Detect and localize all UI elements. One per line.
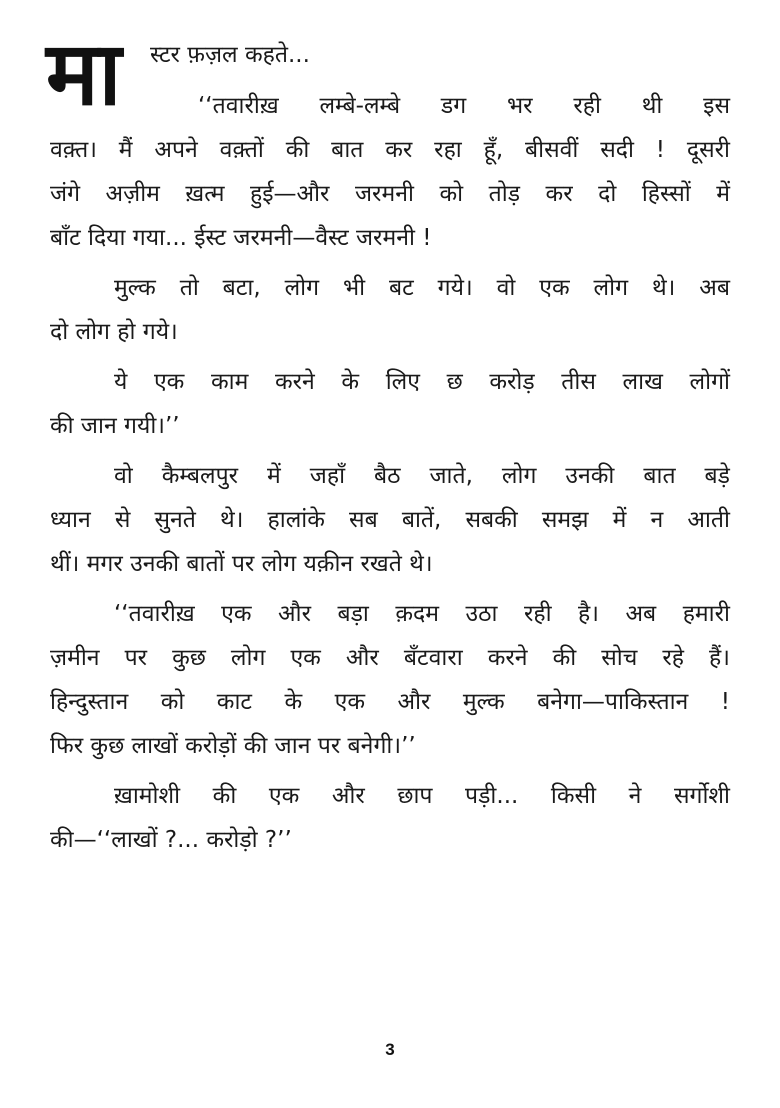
- paragraph: [50, 360, 730, 448]
- paragraph: [50, 266, 730, 354]
- text-line: थीं। मगर उनकी बातों पर लोग यक़ीन रखते थे।: [50, 551, 433, 577]
- text-line: बाँट दिया गया... ईस्ट जरमनी—वैस्ट जरमनी !: [50, 225, 432, 251]
- text-line: वक़्त। मैं अपने वक़्तों की बात कर रहा हूँ, बीसवीं सदी ! दूसरी: [50, 137, 730, 163]
- chapter-opening: [46, 22, 730, 128]
- page-body: [46, 22, 730, 862]
- text-line: ख़ामोशी की एक और छाप पड़ी... किसी ने सर्गोशी: [114, 783, 730, 809]
- text-line: ज़मीन पर कुछ लोग एक और बँटवारा करने की सोच रहे हैं।: [50, 645, 730, 671]
- paragraph: [50, 592, 730, 768]
- opening-heading: स्टर फ़ज़ल कहते...: [150, 42, 310, 68]
- text-line: हिन्दुस्तान को काट के एक और मुल्क बनेगा—पाकिस्तान !: [50, 689, 730, 715]
- paragraph: [50, 774, 730, 862]
- text-line: जंगे अज़ीम ख़त्म हुई—और जरमनी को तोड़ कर दो हिस्सों में: [50, 181, 730, 207]
- text-line: ये एक काम करने के लिए छ करोड़ तीस लाख लोगों: [114, 369, 730, 395]
- opening-first-line: ‘‘तवारीख़ लम्बे-लम्बे डग भर रही थी इस: [198, 93, 730, 119]
- page-number: 3: [385, 1040, 395, 1059]
- text-line: की जान गयी।’’: [50, 413, 180, 439]
- text-line: वो कैम्बलपुर में जहाँ बैठ जाते, लोग उनकी बात बड़े: [114, 463, 730, 489]
- text-line: फिर कुछ लाखों करोड़ों की जान पर बनेगी।’’: [50, 733, 416, 759]
- text-line: ध्यान से सुनते थे। हालांके सब बातें, सबकी समझ में न आती: [50, 507, 730, 533]
- text-line: की—‘‘लाखों ?... करोड़ो ?’’: [50, 827, 292, 853]
- drop-cap: मा: [46, 22, 118, 125]
- paragraph: [50, 454, 730, 586]
- text-line: दो लोग हो गये।: [50, 319, 178, 345]
- paragraph: [50, 128, 730, 260]
- text-line: ‘‘तवारीख़ एक और बड़ा क़दम उठा रही है। अब हमारी: [114, 601, 730, 627]
- text-line: मुल्क तो बटा, लोग भी बट गये। वो एक लोग थे। अब: [114, 275, 730, 301]
